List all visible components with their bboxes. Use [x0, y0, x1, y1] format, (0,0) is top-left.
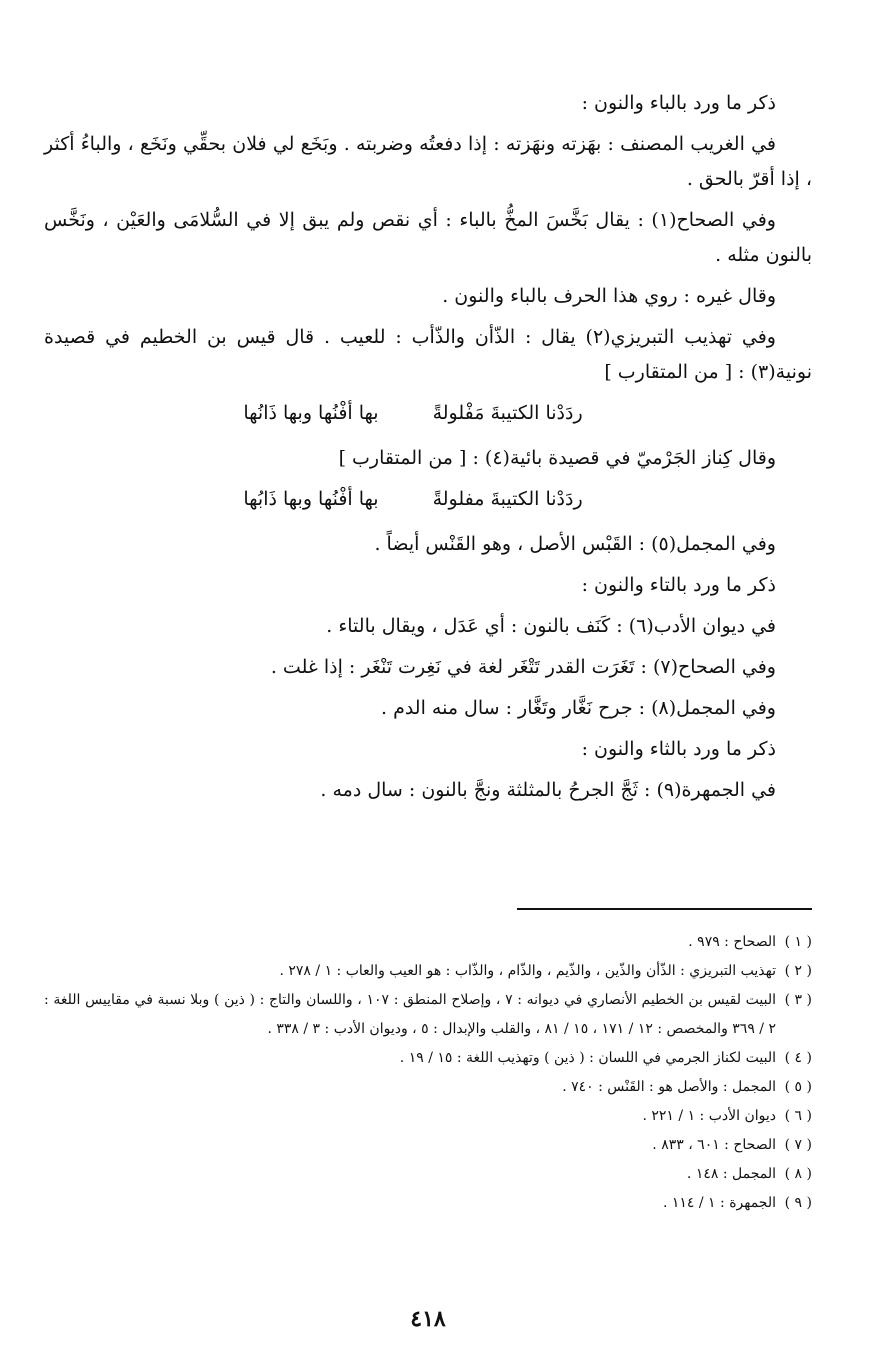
paragraph-tahdhib-tabrizi: وفي تهذيب التبريزي(٢) يقال : الذّأن والذّأب : للعيب . قال قيس بن الخطيم في قصيدة نونية(٣) : [ من المتقارب ]	[44, 326, 812, 383]
footnote-number: ( ٤ )	[784, 1050, 812, 1066]
verse-qays-second-hemistich: بها أفْنُها وبها ذَانُها	[243, 402, 379, 424]
footnote-text: الجمهرة : ١ / ١١٤ .	[662, 1195, 776, 1211]
footnote-divider	[517, 908, 812, 910]
paragraph-gharib-musannaf: في الغريب المصنف : بهَزته ونهَزته : إذا دفعتُه وضربته . وبَخَع لي فلان بحقِّي ونَخَع ، والباءُ أكثر ، إذا أقرّ بالحق .	[44, 133, 812, 190]
paragraph-sihah-bakhs: وفي الصحاح(١) : يقال بَخَّسَ المخُّ بالباء : أي نقص ولم يبق إلا في السُّلامَى والعَيْن ، ونَخَّس بالنون مثله .	[44, 209, 812, 266]
footnote-item	[44, 928, 812, 957]
book-page	[44, 86, 812, 1332]
footnote-item	[44, 1189, 812, 1218]
paragraph-kinaz-jarmi: وقال كِناز الجَرْميّ في قصيدة بائية(٤) : [ من المتقارب ]	[338, 447, 776, 469]
footnote-item	[44, 957, 812, 986]
paragraph-jamhara: في الجمهرة(٩) : ثَجَّ الجرحُ بالمثلثة ونجَّ بالنون : سال دمه .	[320, 779, 776, 801]
footnote-number: ( ٧ )	[784, 1137, 812, 1153]
verse-qays-first-hemistich: ردَدْنا الكتيبةَ مَفْلولةً	[432, 402, 583, 424]
paragraph-mujmal-qabs: وفي المجمل(٥) : القَبْس الأصل ، وهو القَنْس أيضاً .	[374, 533, 776, 555]
footnote-item	[44, 1073, 812, 1102]
paragraph-mujmal-naghghar: وفي المجمل(٨) : جرح نَغَّار وتَغَّار : سال منه الدم .	[380, 697, 776, 719]
section-heading-ta-nun: ذكر ما ورد بالتاء والنون :	[581, 574, 776, 596]
footnote-number: ( ٢ )	[784, 963, 812, 979]
footnote-text: البيت لقيس بن الخطيم الأنصاري في ديوانه : ٧ ، وإصلاح المنطق : ١٠٧ ، واللسان والتاج : ( ذين ) وبلا نسبة في مقاييس اللغة : ٢ / ٣٦٩ والمخصص : ١٢ / ١٧١ ، ١٥ / ٨١ ، والقلب والإبدال : ٥ ، وديوان الأدب : ٣ / ٣٣٨ .	[44, 992, 776, 1037]
page-number: ٤١٨	[410, 1306, 446, 1332]
footnote-number: ( ٦ )	[784, 1108, 812, 1124]
footnote-item	[44, 1044, 812, 1073]
footnote-text: ديوان الأدب : ١ / ٢٢١ .	[642, 1108, 776, 1124]
verse-kinaz-second-hemistich: بها أفْنُها وبها ذَابُها	[243, 488, 379, 510]
footnotes	[44, 928, 812, 1218]
section-heading-ba-nun: ذكر ما ورد بالباء والنون :	[581, 92, 776, 114]
footnote-text: الصحاح : ٩٧٩ .	[688, 934, 776, 950]
footnote-number: ( ٣ )	[784, 992, 812, 1008]
footnote-item	[44, 1102, 812, 1131]
footnote-text: الصحاح : ٦٠١ ، ٨٣٣ .	[652, 1137, 776, 1153]
footnote-text: المجمل : والأصل هو : القَنْس : ٧٤٠ .	[562, 1079, 776, 1095]
footnote-number: ( ٥ )	[784, 1079, 812, 1095]
footnote-number: ( ٩ )	[784, 1195, 812, 1211]
footnote-item	[44, 1160, 812, 1189]
footnote-text: المجمل : ١٤٨ .	[686, 1166, 776, 1182]
footnote-text: تهذيب التبريزي : الذّأن والذّين ، والذّيم ، والذّام ، والذّاب : هو العيب والعاب : ١ / ٢٧٨ .	[279, 963, 776, 979]
paragraph-qala-ghayruh: وقال غيره : روي هذا الحرف بالباء والنون .	[442, 285, 776, 307]
paragraph-sihah-taghar: وفي الصحاح(٧) : تَغَرَت القدر تَتْغَر لغة في نَغِرت تَنْغَر : إذا غلت .	[270, 656, 776, 678]
footnote-number: ( ٨ )	[784, 1166, 812, 1182]
verse-qays	[44, 396, 812, 431]
footnote-number: ( ١ )	[784, 934, 812, 950]
footnote-item	[44, 1131, 812, 1160]
verse-kinaz-first-hemistich: ردَدْنا الكتيبةَ مفلولةً	[432, 488, 583, 510]
section-heading-tha-nun: ذكر ما ورد بالثاء والنون :	[581, 738, 776, 760]
verse-kinaz	[44, 482, 812, 517]
main-text-block	[44, 86, 812, 808]
footnote-item	[44, 986, 812, 1044]
footnote-text: البيت لكناز الجرمي في اللسان : ( ذين ) وتهذيب اللغة : ١٥ / ١٩ .	[399, 1050, 776, 1066]
paragraph-diwan-adab: في ديوان الأدب(٦) : كَنَف بالنون : أي عَدَل ، ويقال بالتاء .	[326, 615, 776, 637]
